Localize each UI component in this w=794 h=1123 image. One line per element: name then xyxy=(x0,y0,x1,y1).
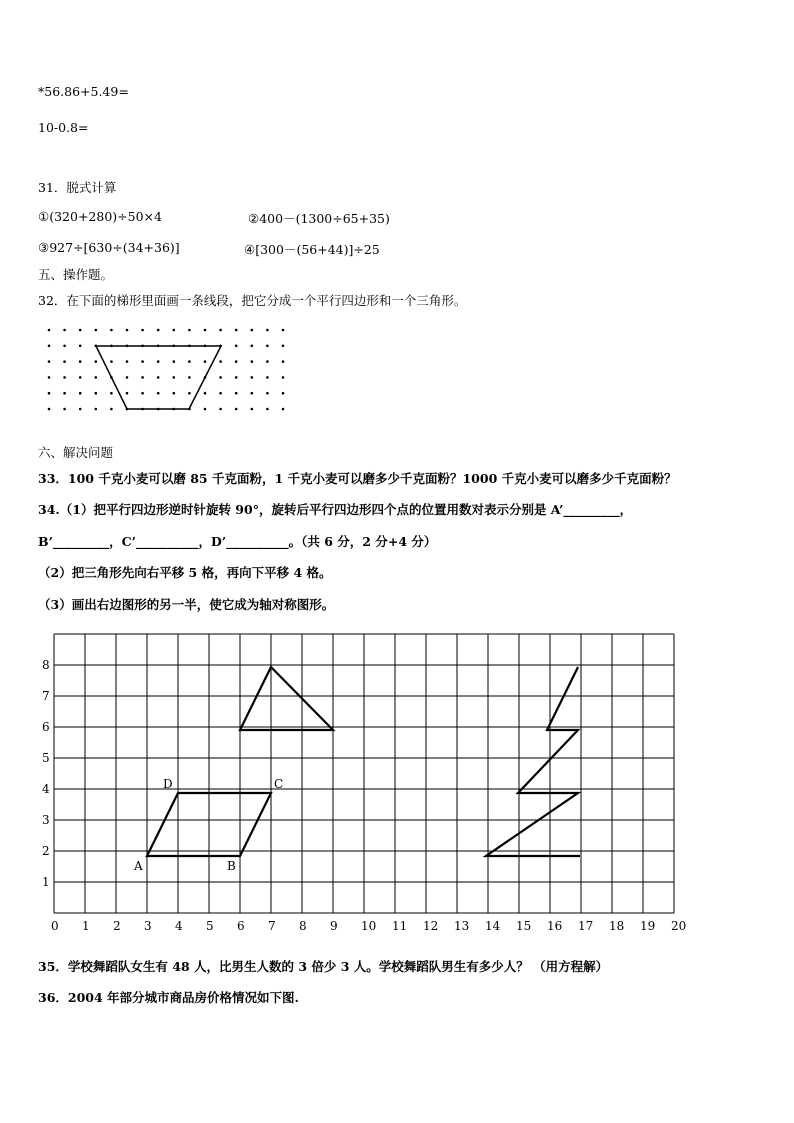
question-31-part-2: ②400－(1300÷65+35) xyxy=(248,211,390,226)
question-34-blanks: B’_________，C’__________，D’__________。（共 6 分，2 分+4 分） xyxy=(38,534,437,549)
dot-grid xyxy=(48,329,285,411)
grid-dot xyxy=(95,376,98,379)
x-tick-label: 2 xyxy=(113,919,121,933)
grid-dot xyxy=(79,408,82,411)
x-tick-label: 18 xyxy=(609,919,625,933)
grid-dot xyxy=(126,329,129,332)
x-tick-label: 3 xyxy=(144,919,152,933)
dot-grid-figure xyxy=(40,322,300,422)
half-figure xyxy=(486,667,580,856)
grid-dot xyxy=(110,329,113,332)
grid-dot xyxy=(188,392,191,395)
grid-dot xyxy=(48,329,51,332)
x-axis-labels xyxy=(51,919,686,933)
grid-dot xyxy=(235,392,238,395)
grid-dot xyxy=(63,408,66,411)
y-tick-label: 3 xyxy=(42,813,50,827)
x-tick-label: 17 xyxy=(578,919,594,933)
x-tick-label: 13 xyxy=(454,919,470,933)
grid-dot xyxy=(110,360,113,363)
x-tick-label: 1 xyxy=(82,919,90,933)
grid-dot xyxy=(126,376,129,379)
grid-dot xyxy=(204,360,207,363)
y-axis-labels xyxy=(42,658,50,889)
y-tick-label: 4 xyxy=(42,782,50,796)
grid-dot xyxy=(188,376,191,379)
x-tick-label: 6 xyxy=(237,919,245,933)
grid-dot xyxy=(141,329,144,332)
grid-dot xyxy=(173,376,176,379)
question-31-title: 31．脱式计算 xyxy=(38,180,117,195)
grid-dot xyxy=(251,392,254,395)
grid-dot xyxy=(48,408,51,411)
grid-dot xyxy=(204,408,207,411)
grid-dot xyxy=(95,392,98,395)
grid-dot xyxy=(266,360,269,363)
grid-dot xyxy=(63,329,66,332)
x-tick-label: 20 xyxy=(671,919,687,933)
question-31-part-1: ①(320+280)÷50×4 xyxy=(38,209,162,224)
x-tick-label: 4 xyxy=(175,919,183,933)
x-tick-label: 16 xyxy=(547,919,563,933)
grid-dot xyxy=(235,329,238,332)
grid-dot xyxy=(282,345,285,348)
point-label-c: C xyxy=(274,777,284,791)
y-tick-label: 2 xyxy=(42,844,50,858)
y-tick-label: 1 xyxy=(42,875,50,889)
grid-dot xyxy=(126,392,129,395)
coordinate-grid-figure xyxy=(0,620,700,950)
grid-dot xyxy=(266,329,269,332)
grid-dot xyxy=(282,360,285,363)
question-31-part-4: ④[300－(56+44)]÷25 xyxy=(244,242,380,257)
grid-dot xyxy=(251,345,254,348)
y-tick-label: 8 xyxy=(42,658,50,672)
question-33: 33．100 千克小麦可以磨 85 千克面粉，1 千克小麦可以磨多少千克面粉？1000 千克小麦可以磨多少千克面粉？ xyxy=(38,471,677,486)
grid-dot xyxy=(95,408,98,411)
grid-dot xyxy=(48,345,51,348)
y-tick-label: 7 xyxy=(42,689,50,703)
grid-dot xyxy=(110,408,113,411)
grid-dot xyxy=(157,392,160,395)
grid-dot xyxy=(126,360,129,363)
grid-dot xyxy=(219,408,222,411)
grid-dot xyxy=(141,360,144,363)
question-31-part-3: ③927÷[630÷(34+36)] xyxy=(38,240,180,255)
question-35: 35．学校舞蹈队女生有 48 人，比男生人数的 3 倍少 3 人。学校舞蹈队男生有多少人？ （用方程解） xyxy=(38,959,609,974)
grid-dot xyxy=(79,376,82,379)
grid-dot xyxy=(63,360,66,363)
x-tick-label: 8 xyxy=(299,919,307,933)
x-tick-label: 19 xyxy=(640,919,656,933)
grid-dot xyxy=(188,360,191,363)
grid-dot xyxy=(79,360,82,363)
x-tick-label: 5 xyxy=(206,919,214,933)
grid-lines xyxy=(54,634,674,913)
x-tick-label: 10 xyxy=(361,919,377,933)
grid-dot xyxy=(157,376,160,379)
grid-dot xyxy=(251,376,254,379)
question-34-part-3: （3）画出右边图形的另一半，使它成为轴对称图形。 xyxy=(38,597,335,612)
expr-1: *56.86+5.49= xyxy=(38,84,129,99)
question-34-part-1: 34.（1）把平行四边形逆时针旋转 90°，旋转后平行四边形四个点的位置用数对表示分别是 A’_________， xyxy=(38,502,633,517)
grid-dot xyxy=(173,360,176,363)
grid-dot xyxy=(157,329,160,332)
grid-dot xyxy=(95,329,98,332)
grid-dot xyxy=(251,360,254,363)
grid-dot xyxy=(204,329,207,332)
point-label-a: A xyxy=(134,859,143,873)
x-tick-label: 7 xyxy=(268,919,276,933)
grid-dot xyxy=(219,392,222,395)
grid-dot xyxy=(173,329,176,332)
grid-dot xyxy=(235,376,238,379)
grid-dot xyxy=(219,360,222,363)
grid-dot xyxy=(48,392,51,395)
grid-dot xyxy=(110,392,113,395)
point-label-b: B xyxy=(227,859,236,873)
grid-dot xyxy=(173,392,176,395)
grid-dot xyxy=(266,392,269,395)
x-tick-label: 11 xyxy=(392,919,408,933)
grid-dot xyxy=(95,360,98,363)
triangle xyxy=(240,667,333,730)
y-tick-label: 6 xyxy=(42,720,50,734)
x-tick-label: 12 xyxy=(423,919,439,933)
grid-dot xyxy=(219,376,222,379)
section-5-heading: 五、操作题。 xyxy=(38,267,114,282)
grid-dot xyxy=(63,376,66,379)
section-6-heading: 六、解决问题 xyxy=(38,445,114,460)
grid-dot xyxy=(282,408,285,411)
grid-dot xyxy=(79,345,82,348)
question-34-part-2: （2）把三角形先向右平移 5 格，再向下平移 4 格。 xyxy=(38,565,332,580)
grid-dot xyxy=(79,392,82,395)
x-tick-label: 9 xyxy=(330,919,338,933)
grid-dot xyxy=(235,408,238,411)
x-tick-label: 14 xyxy=(485,919,501,933)
grid-dot xyxy=(235,345,238,348)
grid-dot xyxy=(219,329,222,332)
grid-dot xyxy=(141,392,144,395)
grid-dot xyxy=(282,329,285,332)
grid-dot xyxy=(266,408,269,411)
question-36: 36．2004 年部分城市商品房价格情况如下图. xyxy=(38,990,299,1005)
y-tick-label: 5 xyxy=(42,751,50,765)
expr-2: 10-0.8= xyxy=(38,120,89,135)
grid-dot xyxy=(63,345,66,348)
grid-dot xyxy=(188,329,191,332)
grid-dot xyxy=(204,392,207,395)
grid-dot xyxy=(48,376,51,379)
x-tick-label: 15 xyxy=(516,919,532,933)
grid-dot xyxy=(79,329,82,332)
grid-dot xyxy=(282,376,285,379)
grid-dot xyxy=(251,408,254,411)
grid-dot xyxy=(48,360,51,363)
grid-dot xyxy=(266,345,269,348)
grid-dot xyxy=(235,360,238,363)
grid-dot xyxy=(251,329,254,332)
grid-dot xyxy=(63,392,66,395)
question-32: 32．在下面的梯形里面画一条线段，把它分成一个平行四边形和一个三角形。 xyxy=(38,293,467,308)
grid-dot xyxy=(157,360,160,363)
point-label-d: D xyxy=(163,777,173,791)
grid-dot xyxy=(266,376,269,379)
grid-dot xyxy=(282,392,285,395)
x-tick-label: 0 xyxy=(51,919,59,933)
grid-dot xyxy=(141,376,144,379)
